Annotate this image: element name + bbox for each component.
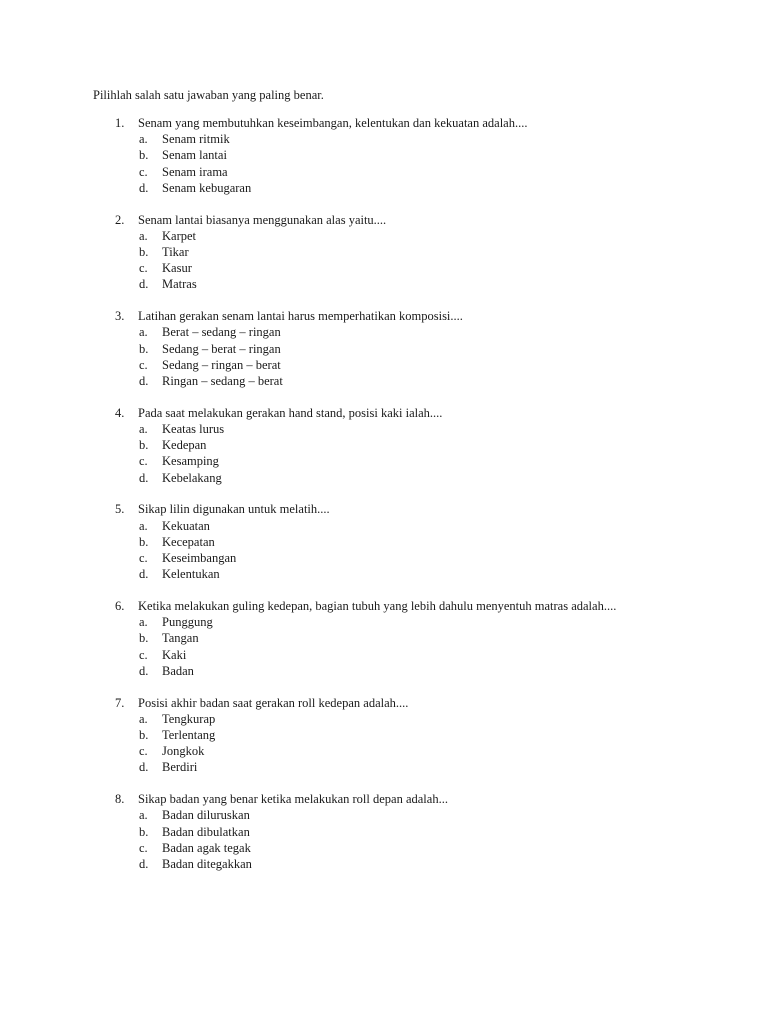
question-text: Sikap badan yang benar ketika melakukan roll depan adalah... <box>138 792 448 807</box>
option-letter: b. <box>139 824 149 839</box>
option-letter: c. <box>139 550 148 565</box>
option-text: Sedang – ringan – berat <box>162 357 281 372</box>
option-letter: b. <box>139 631 149 646</box>
question-number: 7. <box>115 695 125 710</box>
option-text: Tengkurap <box>162 711 216 726</box>
option-letter: b. <box>139 727 149 742</box>
question-line <box>0 598 768 614</box>
option-text: Berat – sedang – ringan <box>162 325 281 340</box>
option-letter: d. <box>139 760 149 775</box>
option-letter: a. <box>139 325 148 340</box>
answer-option <box>0 470 768 486</box>
option-letter: b. <box>139 534 149 549</box>
answer-option <box>0 856 768 872</box>
option-letter: a. <box>139 615 148 630</box>
question-list <box>0 115 768 888</box>
answer-option <box>0 131 768 147</box>
answer-option <box>0 647 768 663</box>
answer-option <box>0 373 768 389</box>
answer-option <box>0 421 768 437</box>
option-text: Kelentukan <box>162 567 220 582</box>
answer-option <box>0 824 768 840</box>
option-text: Kecepatan <box>162 534 215 549</box>
option-letter: c. <box>139 454 148 469</box>
question-text: Senam lantai biasanya menggunakan alas yaitu.... <box>138 212 387 227</box>
option-text: Badan dibulatkan <box>162 824 250 839</box>
question-number: 5. <box>115 502 125 517</box>
answer-option <box>0 566 768 582</box>
option-text: Punggung <box>162 615 213 630</box>
option-letter: c. <box>139 840 148 855</box>
answer-option <box>0 663 768 679</box>
answer-option <box>0 357 768 373</box>
option-letter: c. <box>139 647 148 662</box>
option-text: Badan <box>162 663 194 678</box>
question-item <box>0 405 768 502</box>
option-text: Jongkok <box>162 744 205 759</box>
option-text: Senam kebugaran <box>162 180 252 195</box>
option-letter: b. <box>139 438 149 453</box>
option-letter: a. <box>139 421 148 436</box>
question-number: 1. <box>115 116 125 130</box>
answer-option <box>0 630 768 646</box>
option-text: Sedang – berat – ringan <box>162 341 281 356</box>
instruction-text: Pilihlah salah satu jawaban yang paling benar. <box>93 88 324 102</box>
question-number: 3. <box>115 309 125 324</box>
option-text: Keatas lurus <box>162 421 225 436</box>
option-text: Terlentang <box>162 727 216 742</box>
answer-option <box>0 614 768 630</box>
option-text: Tikar <box>162 244 189 259</box>
option-letter: d. <box>139 856 149 871</box>
question-text: Senam yang membutuhkan keseimbangan, kelentukan dan kekuatan adalah.... <box>138 116 528 130</box>
option-text: Kekuatan <box>162 518 210 533</box>
option-letter: c. <box>139 744 148 759</box>
question-number: 8. <box>115 792 125 807</box>
answer-option <box>0 437 768 453</box>
answer-option <box>0 840 768 856</box>
option-text: Berdiri <box>162 760 198 775</box>
answer-option <box>0 550 768 566</box>
option-letter: b. <box>139 148 149 163</box>
option-text: Senam lantai <box>162 148 227 163</box>
answer-option <box>0 180 768 196</box>
answer-option <box>0 759 768 775</box>
question-number: 4. <box>115 405 125 420</box>
option-letter: d. <box>139 663 149 678</box>
answer-option <box>0 453 768 469</box>
option-letter: a. <box>139 808 148 823</box>
question-line <box>0 308 768 324</box>
question-item <box>0 308 768 405</box>
option-letter: d. <box>139 567 149 582</box>
option-text: Keseimbangan <box>162 550 237 565</box>
option-text: Badan diluruskan <box>162 808 250 823</box>
question-item <box>0 791 768 888</box>
option-letter: d. <box>139 277 149 292</box>
option-text: Senam irama <box>162 164 228 179</box>
question-text: Posisi akhir badan saat gerakan roll kedepan adalah.... <box>138 695 409 710</box>
question-line <box>0 791 768 807</box>
option-letter: d. <box>139 470 149 485</box>
option-text: Kaki <box>162 647 187 662</box>
option-letter: a. <box>139 132 148 147</box>
option-letter: a. <box>139 711 148 726</box>
answer-option <box>0 228 768 244</box>
answer-option <box>0 743 768 759</box>
question-item <box>0 695 768 792</box>
question-text: Ketika melakukan guling kedepan, bagian tubuh yang lebih dahulu menyentuh matras adalah.... <box>138 598 617 613</box>
answer-option <box>0 518 768 534</box>
answer-option <box>0 260 768 276</box>
option-text: Kedepan <box>162 438 207 453</box>
answer-option <box>0 727 768 743</box>
option-text: Kesamping <box>162 454 219 469</box>
question-text: Latihan gerakan senam lantai harus memperhatikan komposisi.... <box>138 309 463 324</box>
option-letter: a. <box>139 518 148 533</box>
option-text: Karpet <box>162 228 197 243</box>
answer-option <box>0 711 768 727</box>
question-text: Sikap lilin digunakan untuk melatih.... <box>138 502 330 517</box>
option-text: Ringan – sedang – berat <box>162 373 283 388</box>
option-letter: c. <box>139 261 148 276</box>
answer-option <box>0 534 768 550</box>
option-text: Tangan <box>162 631 199 646</box>
question-number: 6. <box>115 598 125 613</box>
answer-option <box>0 164 768 180</box>
option-text: Kebelakang <box>162 470 222 485</box>
answer-option <box>0 807 768 823</box>
option-letter: d. <box>139 180 149 195</box>
option-letter: a. <box>139 228 148 243</box>
option-letter: b. <box>139 244 149 259</box>
question-line <box>0 695 768 711</box>
option-text: Badan agak tegak <box>162 840 251 855</box>
answer-option <box>0 147 768 163</box>
question-line <box>0 212 768 228</box>
option-letter: c. <box>139 357 148 372</box>
question-item <box>0 501 768 598</box>
question-line <box>0 405 768 421</box>
answer-option <box>0 324 768 340</box>
option-letter: c. <box>139 164 148 179</box>
question-item <box>0 598 768 695</box>
question-item <box>0 212 768 309</box>
option-text: Kasur <box>162 261 192 276</box>
question-item <box>0 115 768 212</box>
option-text: Badan ditegakkan <box>162 856 252 871</box>
answer-option <box>0 341 768 357</box>
question-line <box>0 501 768 517</box>
answer-option <box>0 244 768 260</box>
option-letter: d. <box>139 373 149 388</box>
question-line <box>0 115 768 131</box>
question-text: Pada saat melakukan gerakan hand stand, posisi kaki ialah.... <box>138 405 443 420</box>
option-letter: b. <box>139 341 149 356</box>
answer-option <box>0 276 768 292</box>
option-text: Senam ritmik <box>162 132 230 147</box>
question-number: 2. <box>115 212 125 227</box>
option-text: Matras <box>162 277 197 292</box>
